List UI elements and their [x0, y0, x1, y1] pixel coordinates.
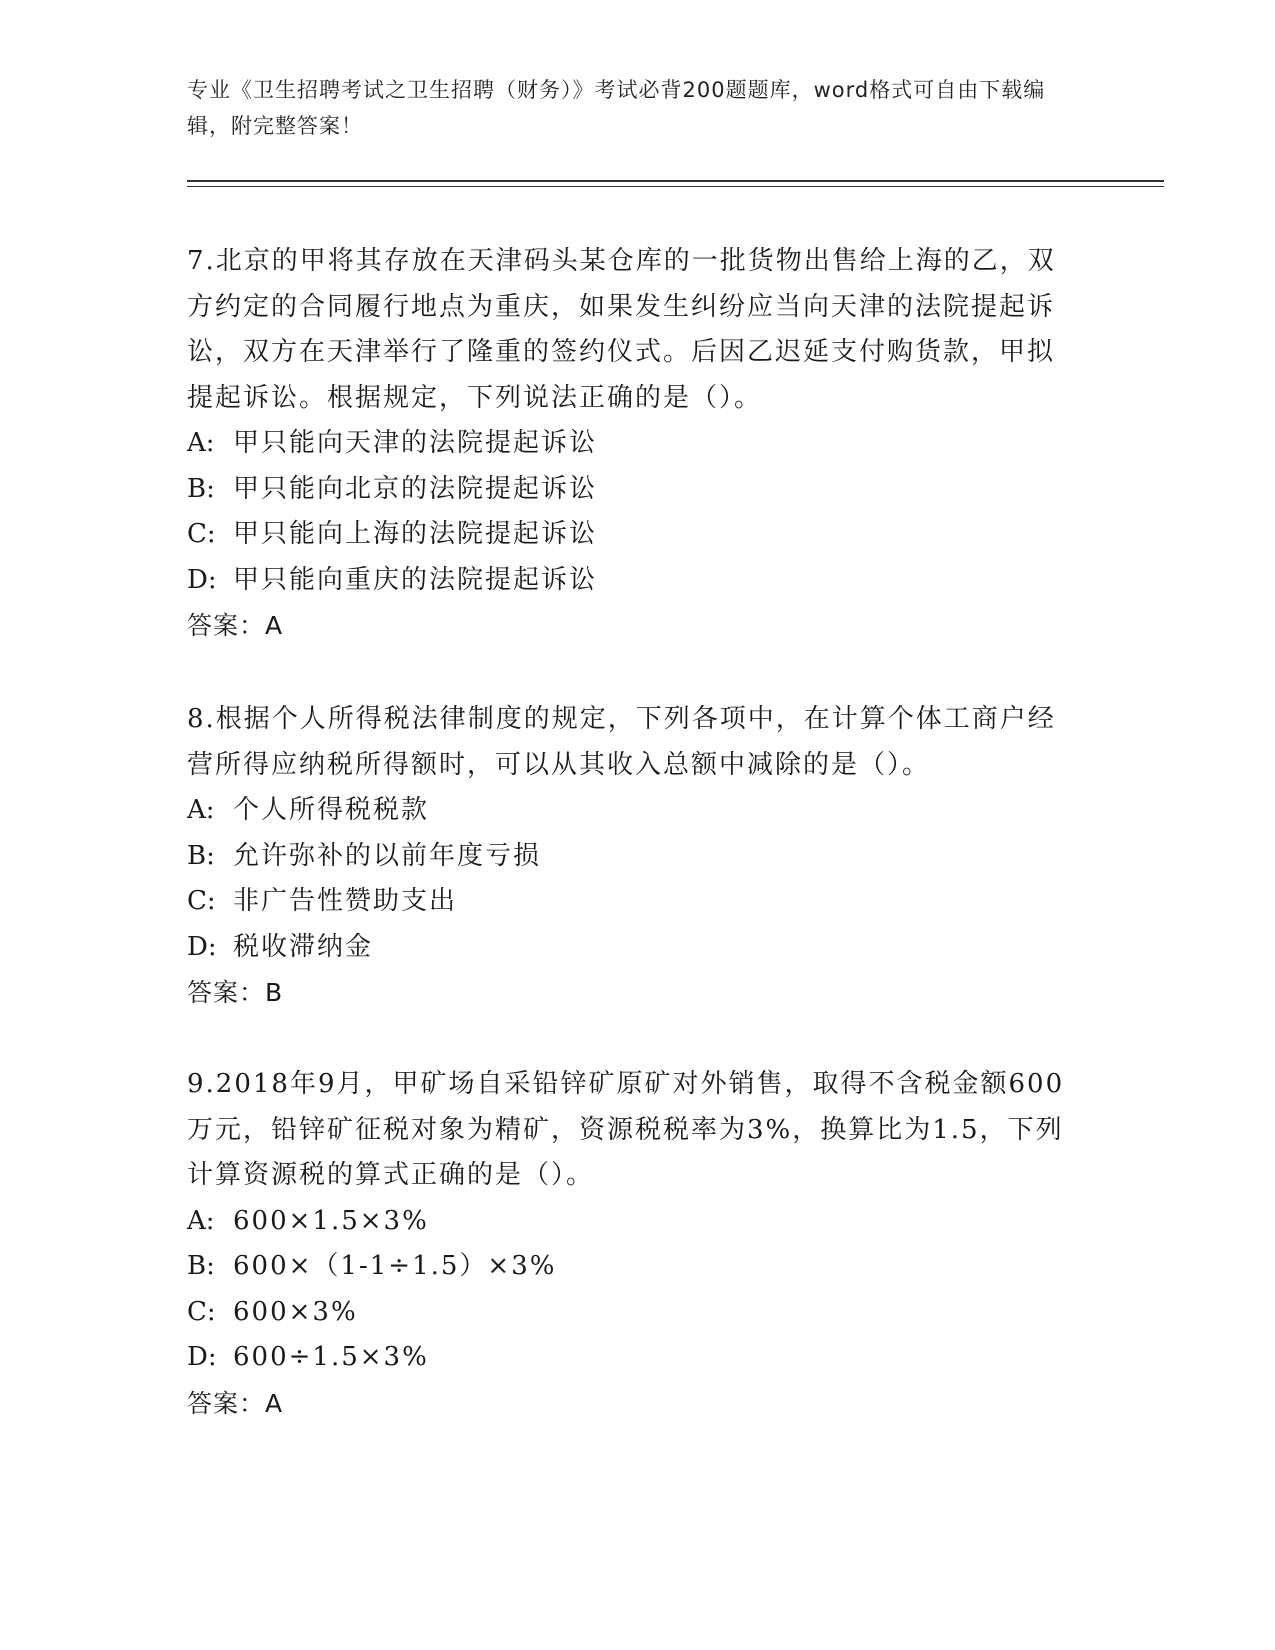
question-stem: 7.北京的甲将其存放在天津码头某仓库的一批货物出售给上海的乙，双方约定的合同履行地点为重庆，如果发生纠纷应当向天津的法院提起诉讼，双方在天津举行了隆重的签约仪式。后因乙迟延支付购货款，甲拟提起诉讼。根据规定，下列说法正确的是（）。	[187, 246, 1056, 413]
answer-line: 答案：B	[187, 978, 284, 1007]
option-a	[187, 1199, 1077, 1245]
option-letter: A:	[187, 795, 215, 825]
option-b	[187, 1244, 1077, 1290]
question-8	[187, 697, 1077, 1016]
option-letter: B:	[187, 840, 215, 871]
question-9	[187, 1062, 1077, 1426]
header-text: 专业《卫生招聘考试之卫生招聘（财务）》考试必背200题题库，word格式可自由下载编辑，附完整答案！	[187, 78, 1046, 138]
option-c	[187, 512, 1077, 558]
question-stem: 8.根据个人所得税法律制度的规定，下列各项中，在计算个体工商户经营所得应纳税所得额时，可以从其收入总额中减除的是（）。	[187, 704, 1056, 780]
option-d	[187, 558, 1077, 604]
question-7	[187, 239, 1077, 649]
option-text: 甲只能向天津的法院提起诉讼	[233, 428, 598, 458]
option-letter: A:	[187, 428, 215, 458]
option-letter: C:	[187, 519, 216, 549]
option-letter: D:	[187, 1342, 217, 1372]
option-c	[187, 879, 1077, 925]
answer-line: 答案：A	[187, 1388, 284, 1418]
option-a	[187, 421, 1077, 467]
option-letter: D:	[187, 564, 217, 595]
header-divider-bottom	[187, 186, 1164, 187]
header-divider-top	[187, 180, 1164, 182]
question-stem: 9.2018年9月，甲矿场自采铅锌矿原矿对外销售，取得不含税金额600万元，铅锌矿征税对象为精矿，资源税税率为3%，换算比为1.5，下列计算资源税的算式正确的是（）。	[187, 1069, 1065, 1190]
option-text: 600×（1-1÷1.5）×3%	[233, 1251, 557, 1281]
option-text: 甲只能向重庆的法院提起诉讼	[233, 564, 598, 595]
document-header	[187, 72, 1077, 144]
option-letter: C:	[187, 886, 216, 916]
option-letter: A:	[187, 1205, 215, 1236]
option-b	[187, 467, 1077, 513]
option-text: 600×3%	[233, 1296, 358, 1327]
option-d	[187, 925, 1077, 971]
option-text: 非广告性赞助支出	[233, 886, 458, 916]
option-letter: C:	[187, 1296, 216, 1327]
option-text: 税收滞纳金	[233, 931, 374, 962]
option-text: 600÷1.5×3%	[233, 1342, 429, 1372]
option-text: 甲只能向北京的法院提起诉讼	[233, 473, 598, 504]
option-c	[187, 1290, 1077, 1336]
option-b	[187, 834, 1077, 880]
option-text: 600×1.5×3%	[233, 1205, 429, 1236]
option-d	[187, 1335, 1077, 1381]
option-text: 甲只能向上海的法院提起诉讼	[233, 519, 598, 549]
option-a	[187, 788, 1077, 834]
option-letter: D:	[187, 931, 217, 962]
answer-line: 答案：A	[187, 611, 284, 640]
option-letter: B:	[187, 1251, 215, 1281]
option-text: 个人所得税税款	[233, 795, 430, 825]
option-letter: B:	[187, 473, 215, 504]
option-text: 允许弥补的以前年度亏损	[233, 840, 542, 871]
